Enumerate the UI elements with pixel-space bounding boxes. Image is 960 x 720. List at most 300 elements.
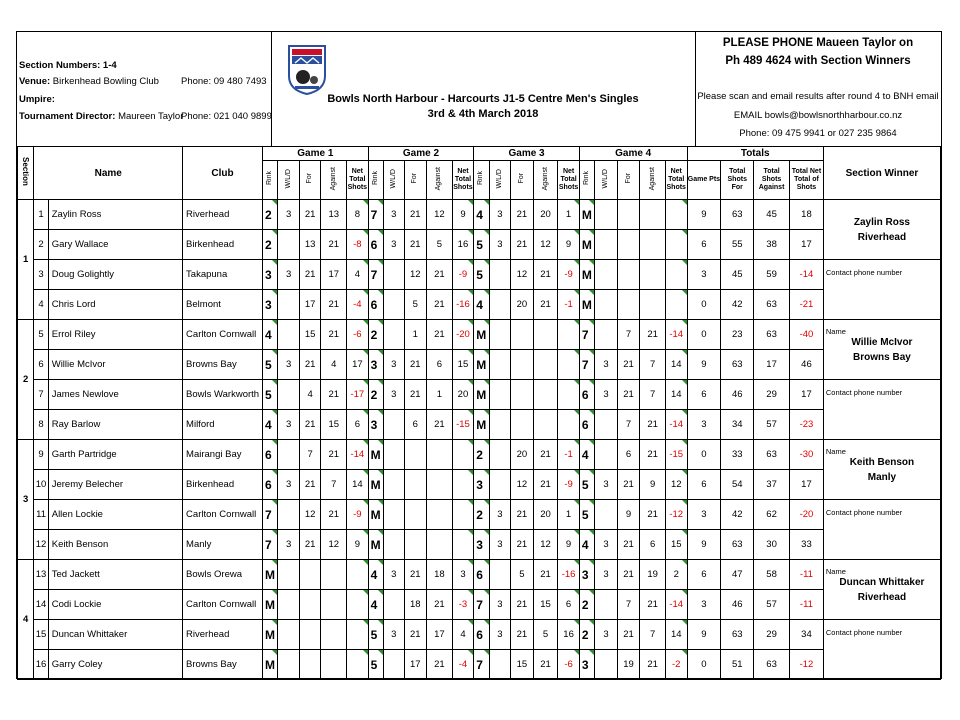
game4-net: -14 — [665, 320, 687, 350]
game2-net: 3 — [452, 560, 474, 590]
name-header: Name — [34, 147, 183, 200]
game4-against: 21 — [640, 410, 666, 440]
game4-net — [665, 290, 687, 320]
game2-net: -15 — [452, 410, 474, 440]
game2-for: 18 — [404, 590, 427, 620]
game3-net-header: Net Total Shots — [558, 161, 580, 200]
game3-against: 21 — [533, 470, 558, 500]
director-phone: Phone: 021 040 9899 — [181, 111, 272, 122]
player-club: Manly — [183, 530, 263, 560]
game1-against — [321, 560, 347, 590]
game1-against: 21 — [321, 380, 347, 410]
game1-rink: 3 — [263, 260, 278, 290]
game1-wld-header — [278, 161, 300, 200]
game4-against: 21 — [640, 440, 666, 470]
player-name: Doug Golightly — [48, 260, 182, 290]
game1-wld: 3 — [278, 470, 300, 500]
game4-for — [617, 290, 640, 320]
game-pts: 6 — [687, 230, 721, 260]
game2-wld: 3 — [384, 560, 405, 590]
game3-wld-header — [489, 161, 511, 200]
game4-against: 7 — [640, 380, 666, 410]
game3-rink: 7 — [474, 590, 489, 620]
game2-net — [452, 440, 474, 470]
game3-rink: 5 — [474, 260, 489, 290]
game2-against: 1 — [427, 380, 453, 410]
game3-rink: 2 — [474, 500, 489, 530]
game4-wld — [595, 290, 618, 320]
game3-wld — [489, 320, 511, 350]
total-against: 38 — [754, 230, 790, 260]
game-pts: 0 — [687, 650, 721, 680]
game2-rink: M — [368, 500, 383, 530]
total-net: -11 — [790, 560, 824, 590]
game1-net-header: Net Total Shots — [347, 161, 369, 200]
winner-club: Riverhead — [857, 231, 907, 243]
game1-rink: M — [263, 620, 278, 650]
game4-against: 6 — [640, 530, 666, 560]
game1-wld — [278, 620, 300, 650]
game-pts: 3 — [687, 590, 721, 620]
game4-wld — [595, 410, 618, 440]
game4-against — [640, 230, 666, 260]
total-against: 29 — [754, 620, 790, 650]
contact-phone-label: Contact phone number — [823, 380, 940, 440]
for-label: For — [517, 173, 525, 184]
player-number: 4 — [34, 290, 48, 320]
email-address: EMAIL bowls@bowlsnorthharbour.co.nz — [733, 110, 903, 121]
player-number: 6 — [34, 350, 48, 380]
player-club: Bowls Orewa — [183, 560, 263, 590]
total-for: 63 — [721, 530, 754, 560]
game1-wld: 3 — [278, 260, 300, 290]
game3-for — [511, 320, 534, 350]
table-row — [18, 410, 941, 440]
game3-for: 21 — [511, 200, 534, 230]
game2-wld — [384, 530, 405, 560]
game4-for: 6 — [617, 440, 640, 470]
game3-rink-header — [474, 161, 489, 200]
game2-rink: M — [368, 530, 383, 560]
game4-rink: 3 — [579, 650, 594, 680]
game3-against: 5 — [533, 620, 558, 650]
game3-net: 9 — [558, 530, 580, 560]
game2-rink: 3 — [368, 410, 383, 440]
player-name: Errol Riley — [48, 320, 182, 350]
game1-net: 8 — [347, 200, 369, 230]
player-number: 16 — [34, 650, 48, 680]
game2-for — [404, 440, 427, 470]
player-number: 2 — [34, 230, 48, 260]
game2-rink: 4 — [368, 560, 383, 590]
against-label: Against — [541, 166, 549, 191]
game3-rink: 6 — [474, 560, 489, 590]
player-club: Birkenhead — [183, 470, 263, 500]
game4-for: 19 — [617, 650, 640, 680]
game4-for-header — [617, 161, 640, 200]
game3-rink: 5 — [474, 230, 489, 260]
game1-rink: 4 — [263, 320, 278, 350]
game3-net: 9 — [558, 230, 580, 260]
total-against: 45 — [754, 200, 790, 230]
game4-wld — [595, 320, 618, 350]
game1-net — [347, 590, 369, 620]
table-row — [18, 440, 941, 470]
game1-against: 21 — [321, 230, 347, 260]
section-number: 4 — [18, 560, 34, 680]
player-name: Ted Jackett — [48, 560, 182, 590]
table-row — [18, 380, 941, 410]
game1-rink: M — [263, 650, 278, 680]
game1-against: 7 — [321, 470, 347, 500]
game4-against: 21 — [640, 320, 666, 350]
total-against: 57 — [754, 410, 790, 440]
wld-label: W/L/D — [495, 168, 503, 189]
game-pts: 0 — [687, 320, 721, 350]
winner-club: Riverhead — [857, 591, 907, 603]
game1-against-header — [321, 161, 347, 200]
game2-against — [427, 530, 453, 560]
game3-for: 21 — [511, 530, 534, 560]
game2-against: 21 — [427, 650, 453, 680]
total-for: 51 — [721, 650, 754, 680]
game4-net: -14 — [665, 590, 687, 620]
total-for-header: Total Shots For — [721, 161, 754, 200]
game1-net — [347, 620, 369, 650]
game2-for — [404, 530, 427, 560]
total-net: 18 — [790, 200, 824, 230]
player-number: 11 — [34, 500, 48, 530]
player-name: Jeremy Belecher — [48, 470, 182, 500]
game1-rink: 6 — [263, 440, 278, 470]
results-body — [18, 200, 941, 680]
game3-header: Game 3 — [474, 147, 580, 161]
game4-net: 14 — [665, 350, 687, 380]
game1-rink: M — [263, 590, 278, 620]
game1-wld: 3 — [278, 350, 300, 380]
game4-for: 21 — [617, 620, 640, 650]
game2-against: 5 — [427, 230, 453, 260]
game4-against: 21 — [640, 500, 666, 530]
game2-for: 21 — [404, 620, 427, 650]
game3-net: 1 — [558, 200, 580, 230]
game-pts: 6 — [687, 470, 721, 500]
game2-rink: 6 — [368, 230, 383, 260]
game1-against — [321, 650, 347, 680]
game-pts: 3 — [687, 260, 721, 290]
game3-wld: 3 — [489, 500, 511, 530]
game3-net: -6 — [558, 650, 580, 680]
game1-wld — [278, 230, 300, 260]
total-against: 63 — [754, 440, 790, 470]
table-row — [18, 230, 941, 260]
game1-rink: 5 — [263, 380, 278, 410]
total-for: 63 — [721, 200, 754, 230]
game4-rink: 7 — [579, 350, 594, 380]
player-number: 5 — [34, 320, 48, 350]
game4-wld — [595, 500, 618, 530]
against-label: Against — [435, 166, 443, 191]
game1-rink: 5 — [263, 350, 278, 380]
game1-for — [299, 560, 321, 590]
game3-for: 20 — [511, 440, 534, 470]
results-table — [17, 146, 941, 680]
game1-against — [321, 590, 347, 620]
game1-rink: 4 — [263, 410, 278, 440]
total-for: 42 — [721, 500, 754, 530]
game2-net: 20 — [452, 380, 474, 410]
game3-against — [533, 380, 558, 410]
game-pts: 3 — [687, 410, 721, 440]
game4-for — [617, 260, 640, 290]
game4-wld: 3 — [595, 350, 618, 380]
section-winner — [823, 200, 940, 260]
game2-net: -3 — [452, 590, 474, 620]
game1-against: 15 — [321, 410, 347, 440]
tournament-director: Tournament Director: Maureen Taylor — [19, 111, 184, 122]
game1-against: 13 — [321, 200, 347, 230]
game1-wld — [278, 590, 300, 620]
player-club: Carlton Cornwall — [183, 500, 263, 530]
game3-against: 20 — [533, 500, 558, 530]
game1-wld — [278, 320, 300, 350]
game2-wld: 3 — [384, 230, 405, 260]
game1-for: 21 — [299, 350, 321, 380]
game3-wld — [489, 380, 511, 410]
game2-against: 21 — [427, 290, 453, 320]
game2-wld — [384, 650, 405, 680]
game2-for: 1 — [404, 320, 427, 350]
rink-label: Rink — [477, 171, 485, 186]
game3-net: 1 — [558, 500, 580, 530]
game3-net: -9 — [558, 470, 580, 500]
game3-wld — [489, 470, 511, 500]
game3-against: 21 — [533, 560, 558, 590]
game1-net: -9 — [347, 500, 369, 530]
game3-wld: 3 — [489, 620, 511, 650]
game2-wld-header — [384, 161, 405, 200]
game2-for: 12 — [404, 260, 427, 290]
game1-net: -4 — [347, 290, 369, 320]
game2-against: 18 — [427, 560, 453, 590]
game1-header: Game 1 — [263, 147, 369, 161]
game2-against: 17 — [427, 620, 453, 650]
total-net: -14 — [790, 260, 824, 290]
game2-wld — [384, 290, 405, 320]
game4-rink: 6 — [579, 380, 594, 410]
player-name: Ray Barlow — [48, 410, 182, 440]
game4-against — [640, 200, 666, 230]
game2-against — [427, 470, 453, 500]
total-for: 47 — [721, 560, 754, 590]
against-label: Against — [648, 166, 656, 191]
total-against: 63 — [754, 320, 790, 350]
game1-wld: 3 — [278, 410, 300, 440]
please-phone-line2: Ph 489 4624 with Section Winners — [725, 55, 911, 67]
player-name: Garth Partridge — [48, 440, 182, 470]
game2-against: 21 — [427, 260, 453, 290]
player-name: Duncan Whittaker — [48, 620, 182, 650]
game4-rink: 7 — [579, 320, 594, 350]
game1-against: 21 — [321, 320, 347, 350]
rink-label: Rink — [371, 171, 379, 186]
section-winner — [823, 320, 940, 380]
game1-rink: 6 — [263, 470, 278, 500]
total-for: 34 — [721, 410, 754, 440]
game4-wld — [595, 650, 618, 680]
game3-net: -1 — [558, 290, 580, 320]
contact-phone: Phone: 09 475 9941 or 027 235 9864 — [739, 128, 897, 139]
game4-net: -2 — [665, 650, 687, 680]
game3-rink: M — [474, 380, 489, 410]
game4-rink: 2 — [579, 590, 594, 620]
game2-wld: 3 — [384, 350, 405, 380]
game1-rink: M — [263, 560, 278, 590]
game2-net — [452, 470, 474, 500]
game4-rink: 5 — [579, 470, 594, 500]
game4-net: -15 — [665, 440, 687, 470]
player-name: Gary Wallace — [48, 230, 182, 260]
game2-rink: 6 — [368, 290, 383, 320]
game3-wld: 3 — [489, 530, 511, 560]
game3-net: 6 — [558, 590, 580, 620]
game2-for: 21 — [404, 380, 427, 410]
game3-against — [533, 350, 558, 380]
results-sheet — [16, 31, 942, 679]
name-label: Name — [825, 567, 846, 576]
game3-for — [511, 410, 534, 440]
player-number: 14 — [34, 590, 48, 620]
game4-rink: M — [579, 230, 594, 260]
section-winner — [823, 560, 940, 620]
game1-net: 17 — [347, 350, 369, 380]
game2-net: -9 — [452, 260, 474, 290]
player-club: Riverhead — [183, 620, 263, 650]
contact-phone-label: Contact phone number — [823, 500, 940, 560]
game3-wld: 3 — [489, 590, 511, 620]
game1-rink: 3 — [263, 290, 278, 320]
player-name: Zaylin Ross — [48, 200, 182, 230]
game3-against: 20 — [533, 200, 558, 230]
against-label: Against — [329, 166, 337, 191]
game3-rink: 6 — [474, 620, 489, 650]
game3-against: 12 — [533, 230, 558, 260]
player-club: Bowls Warkworth — [183, 380, 263, 410]
contact-block — [695, 32, 941, 146]
game1-net: -8 — [347, 230, 369, 260]
game1-net: -6 — [347, 320, 369, 350]
game4-rink-header — [579, 161, 594, 200]
game4-for: 7 — [617, 410, 640, 440]
game2-for: 6 — [404, 410, 427, 440]
total-net: -20 — [790, 500, 824, 530]
table-row — [18, 620, 941, 650]
for-label: For — [411, 173, 419, 184]
player-number: 7 — [34, 380, 48, 410]
game2-wld: 3 — [384, 380, 405, 410]
game4-net-header: Net Total Shots — [665, 161, 687, 200]
umpire: Umpire: — [19, 94, 55, 105]
bowls-north-harbour-logo — [287, 44, 327, 96]
game2-against: 12 — [427, 200, 453, 230]
game1-against — [321, 620, 347, 650]
game-pts: 9 — [687, 530, 721, 560]
wld-label: W/L/D — [602, 168, 609, 189]
player-name: Garry Coley — [48, 650, 182, 680]
total-net: 17 — [790, 230, 824, 260]
game4-net: 15 — [665, 530, 687, 560]
game2-rink: 5 — [368, 620, 383, 650]
player-club: Carlton Cornwall — [183, 320, 263, 350]
table-row — [18, 530, 941, 560]
game3-rink: M — [474, 320, 489, 350]
wld-label: W/L/D — [284, 168, 292, 189]
game4-net — [665, 260, 687, 290]
table-row — [18, 200, 941, 230]
player-club: Takapuna — [183, 260, 263, 290]
game2-against — [427, 440, 453, 470]
game4-rink: 4 — [579, 440, 594, 470]
game2-against: 21 — [427, 590, 453, 620]
game4-for: 7 — [617, 320, 640, 350]
game2-for: 21 — [404, 350, 427, 380]
game2-for: 21 — [404, 230, 427, 260]
player-club: Riverhead — [183, 200, 263, 230]
game3-against: 12 — [533, 530, 558, 560]
game4-against: 7 — [640, 350, 666, 380]
game3-net: -16 — [558, 560, 580, 590]
player-number: 13 — [34, 560, 48, 590]
game4-for — [617, 200, 640, 230]
total-against: 63 — [754, 650, 790, 680]
table-row — [18, 470, 941, 500]
game1-wld — [278, 500, 300, 530]
game-pts: 3 — [687, 500, 721, 530]
game4-wld: 3 — [595, 470, 618, 500]
total-net: 34 — [790, 620, 824, 650]
section-winner-header: Section Winner — [823, 147, 940, 200]
game3-net — [558, 380, 580, 410]
game4-for: 7 — [617, 590, 640, 620]
name-label: Name — [825, 447, 846, 456]
player-club: Browns Bay — [183, 650, 263, 680]
game2-for — [404, 470, 427, 500]
game4-for: 21 — [617, 380, 640, 410]
game1-net — [347, 560, 369, 590]
game2-wld — [384, 260, 405, 290]
game3-wld — [489, 440, 511, 470]
game4-for: 9 — [617, 500, 640, 530]
game3-for: 21 — [511, 590, 534, 620]
game4-wld: 3 — [595, 620, 618, 650]
game4-net: 14 — [665, 380, 687, 410]
game1-wld — [278, 560, 300, 590]
game4-rink: 6 — [579, 410, 594, 440]
game3-for: 12 — [511, 260, 534, 290]
section-header: Section — [18, 147, 34, 200]
game3-against: 15 — [533, 590, 558, 620]
for-label: For — [624, 173, 632, 184]
game3-for: 15 — [511, 650, 534, 680]
game3-against: 21 — [533, 290, 558, 320]
game1-rink: 7 — [263, 530, 278, 560]
game1-for: 21 — [299, 410, 321, 440]
game4-against — [640, 290, 666, 320]
game1-against: 12 — [321, 530, 347, 560]
winner-name: Duncan Whittaker — [839, 576, 925, 588]
player-number: 12 — [34, 530, 48, 560]
total-net: 33 — [790, 530, 824, 560]
